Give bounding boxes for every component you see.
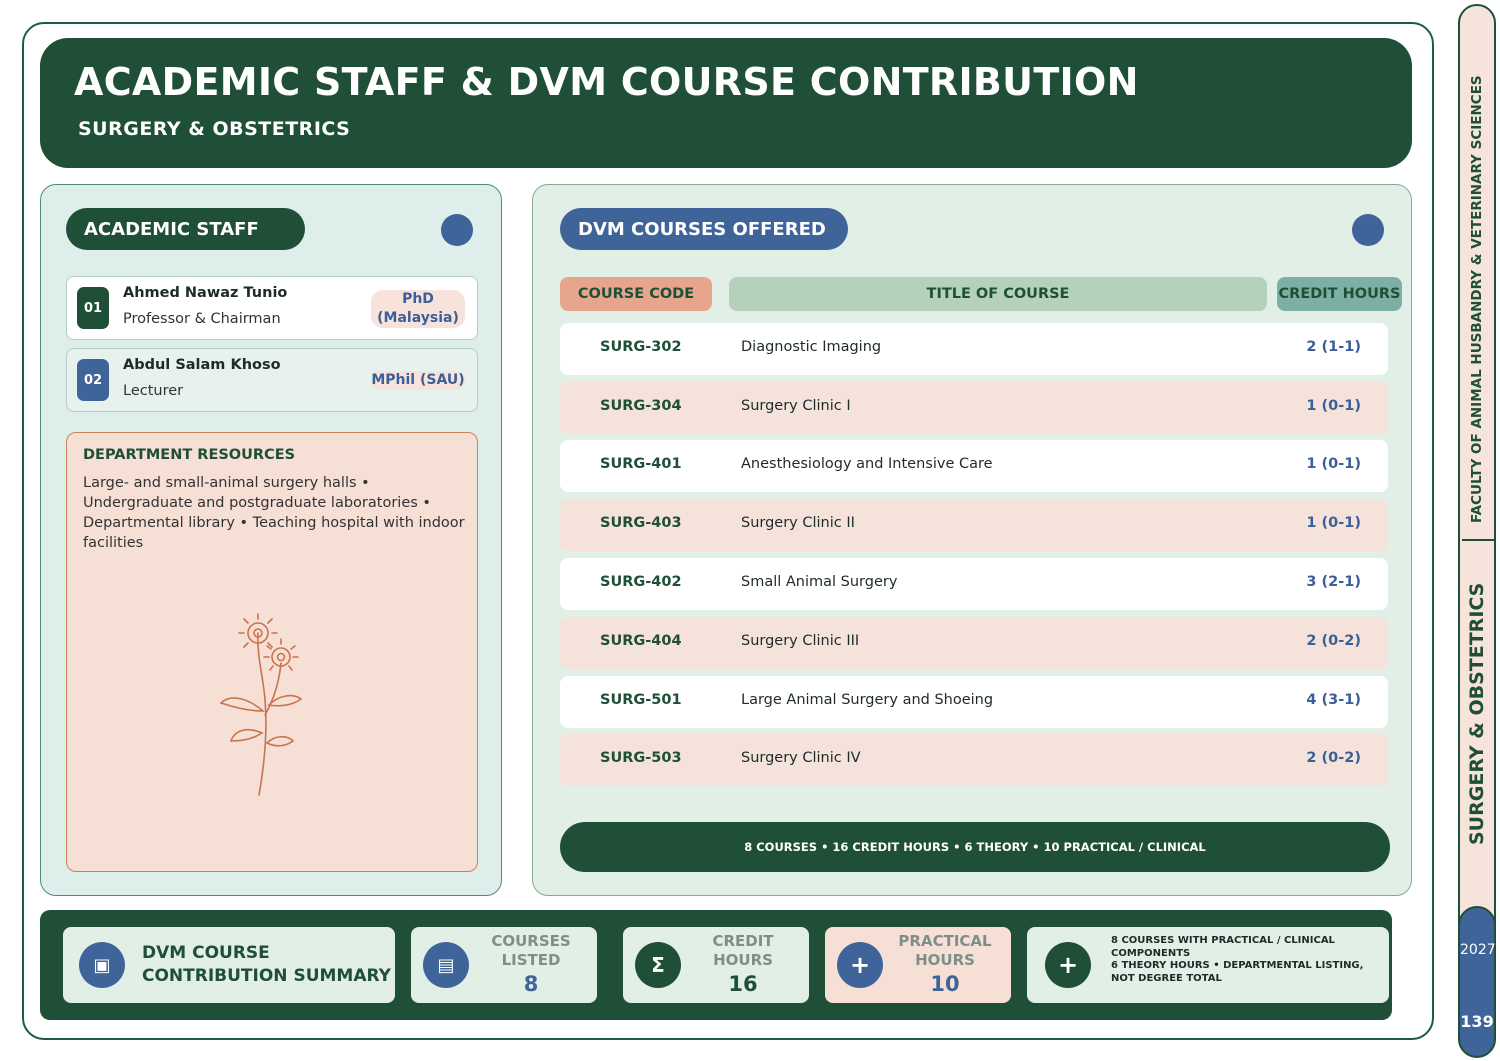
page-subtitle: SURGERY & OBSTETRICS (78, 118, 351, 140)
course-row (560, 382, 1388, 434)
side-tab (1458, 4, 1496, 1056)
resources-text: Large- and small-animal surgery halls • Undergraduate and postgraduate laboratories • Departmental library • Teaching hospital with indoor facilities (83, 475, 465, 551)
side-footer (1458, 906, 1496, 1058)
course-row (560, 676, 1388, 728)
course-row (560, 323, 1388, 375)
staff-degree-badge (371, 290, 465, 328)
course-code: SURG-304 (600, 398, 682, 414)
dvm-courses-heading: DVM COURSES OFFERED (560, 208, 848, 250)
sigma-icon: Σ (635, 942, 681, 988)
page-number: 139 (1460, 1012, 1494, 1031)
summary-icon: ▣ (79, 942, 125, 988)
course-credit: 3 (2-1) (1306, 574, 1361, 590)
column-header-course-code: COURSE CODE (560, 277, 712, 311)
label-line: COURSES (491, 932, 571, 950)
label-line: CREDIT (712, 932, 774, 950)
resources-heading: DEPARTMENT RESOURCES (83, 447, 296, 463)
course-credit: 1 (0-1) (1306, 515, 1361, 531)
staff-role: Professor & Chairman (123, 311, 281, 327)
course-code: SURG-503 (600, 750, 682, 766)
staff-name: Abdul Salam Khoso (123, 357, 281, 373)
course-row (560, 617, 1388, 669)
course-code: SURG-501 (600, 692, 682, 708)
course-credit: 2 (0-2) (1306, 633, 1361, 649)
course-row (560, 734, 1388, 786)
page-title: ACADEMIC STAFF & DVM COURSE CONTRIBUTION (74, 60, 1139, 104)
summary-strip (40, 910, 1392, 1020)
header-banner (40, 38, 1412, 168)
courses-listed-card (411, 927, 597, 1003)
list-icon: ▤ (423, 942, 469, 988)
course-title: Surgery Clinic II (741, 515, 855, 531)
summary-title (142, 942, 391, 988)
column-header-title: TITLE OF COURSE (729, 277, 1267, 311)
staff-role: Lecturer (123, 383, 184, 399)
course-title: Surgery Clinic IV (741, 750, 861, 766)
year-label: 2027 (1460, 942, 1496, 958)
course-row (560, 499, 1388, 551)
department-resources-box (66, 432, 478, 872)
course-credit: 2 (0-2) (1306, 750, 1361, 766)
side-divider (1462, 539, 1496, 541)
course-code: SURG-404 (600, 633, 682, 649)
panel-dot-icon (1352, 214, 1384, 246)
department-name: SURGERY & OBSTETRICS (1466, 582, 1488, 845)
staff-degree-badge (371, 371, 465, 390)
summary-note: 8 COURSES WITH PRACTICAL / CLINICAL COMPONENTS 6 THEORY HOURS • DEPARTMENTAL LISTING, NOT DEGREE TOTAL (1111, 935, 1364, 984)
courses-listed-label (481, 932, 581, 970)
credit-hours-value: 16 (728, 972, 758, 996)
staff-number: 01 (77, 287, 109, 329)
degree-line: PhD (402, 291, 434, 307)
staff-card (66, 348, 478, 412)
course-row (560, 558, 1388, 610)
credit-hours-label (693, 932, 793, 970)
staff-name: Ahmed Nawaz Tunio (123, 285, 288, 301)
faculty-name: FACULTY OF ANIMAL HUSBANDRY & VETERINARY SCIENCES (1469, 75, 1485, 523)
course-credit: 1 (0-1) (1306, 456, 1361, 472)
course-row (560, 440, 1388, 492)
summary-title-line: DVM COURSE (142, 943, 270, 963)
summary-title-line: CONTRIBUTION SUMMARY (142, 966, 391, 986)
staff-number: 02 (77, 359, 109, 401)
flower-illustration-icon (213, 611, 309, 797)
course-title: Surgery Clinic III (741, 633, 860, 649)
course-title: Large Animal Surgery and Shoeing (741, 692, 994, 708)
course-credit: 1 (0-1) (1306, 398, 1361, 414)
course-totals-bar: 8 COURSES • 16 CREDIT HOURS • 6 THEORY • 10 PRACTICAL / CLINICAL (560, 822, 1390, 872)
course-code: SURG-402 (600, 574, 682, 590)
course-code: SURG-302 (600, 339, 682, 355)
course-title: Anesthesiology and Intensive Care (741, 456, 993, 472)
academic-staff-heading: ACADEMIC STAFF (66, 208, 305, 250)
dvm-courses-panel (532, 184, 1412, 896)
plus-icon: + (1045, 942, 1091, 988)
practical-hours-card (825, 927, 1011, 1003)
plus-icon: + (837, 942, 883, 988)
course-credit: 2 (1-1) (1306, 339, 1361, 355)
course-code: SURG-403 (600, 515, 682, 531)
practical-hours-label (895, 932, 995, 970)
degree-line: (Malaysia) (377, 310, 459, 326)
academic-staff-panel (40, 184, 502, 896)
course-credit: 4 (3-1) (1306, 692, 1361, 708)
panel-dot-icon (441, 214, 473, 246)
column-header-credit-hours: CREDIT HOURS (1277, 277, 1402, 311)
courses-listed-value: 8 (523, 972, 539, 996)
course-code: SURG-401 (600, 456, 682, 472)
course-title: Small Animal Surgery (741, 574, 898, 590)
summary-title-card (63, 927, 395, 1003)
practical-hours-value: 10 (930, 972, 960, 996)
course-title: Surgery Clinic I (741, 398, 851, 414)
summary-note-card (1027, 927, 1389, 1003)
label-line: PRACTICAL (898, 932, 992, 950)
course-title: Diagnostic Imaging (741, 339, 882, 355)
label-line: LISTED (501, 951, 561, 969)
label-line: HOURS (915, 951, 975, 969)
degree-line: MPhil (SAU) (371, 372, 465, 388)
label-line: HOURS (713, 951, 773, 969)
staff-card (66, 276, 478, 340)
credit-hours-card (623, 927, 809, 1003)
